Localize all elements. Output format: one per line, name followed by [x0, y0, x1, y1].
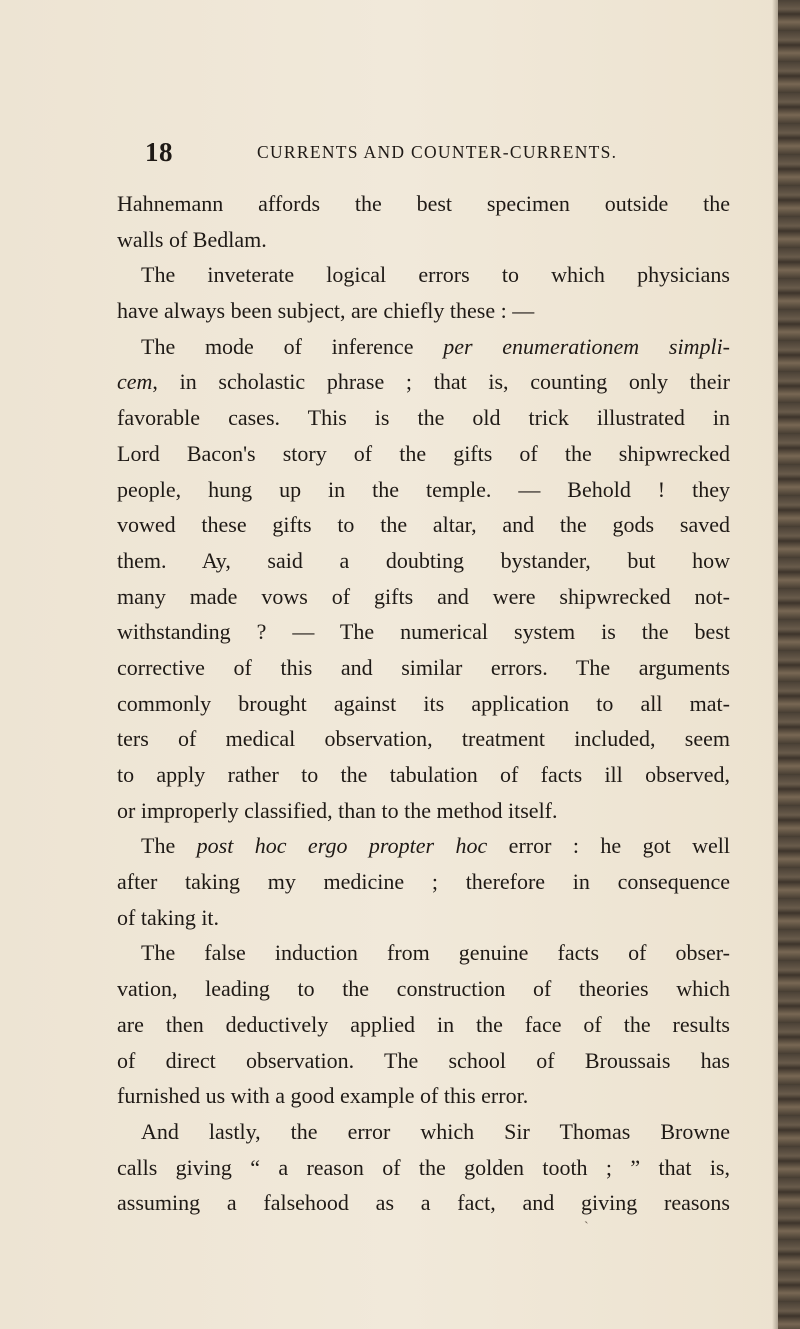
- text-line: people, hung up in the temple. — Behold ! they: [117, 476, 730, 502]
- text-line: commonly brought against its application to all mat-: [117, 690, 730, 716]
- running-title: CURRENTS AND COUNTER-CURRENTS.: [257, 142, 618, 162]
- text-line: vation, leading to the construction of theories which: [117, 976, 730, 1002]
- book-binding-edge: [778, 0, 800, 1329]
- text-line: to apply rather to the tabulation of facts ill observed,: [117, 762, 730, 787]
- page-header: [145, 137, 725, 169]
- text-line: withstanding ? — The numerical system is the best: [117, 619, 730, 645]
- text-line: The mode of inference per enumerationem simpli-: [141, 333, 731, 359]
- text-line: have always been subject, are chiefly these : —: [117, 298, 535, 324]
- text-line: assuming a falsehood as a fact, and giving reasons: [117, 1190, 730, 1216]
- text-line: ters of medical observation, treatment included, seem: [117, 726, 730, 752]
- binding-shadow: [772, 0, 778, 1329]
- text-line: And lastly, the error which Sir Thomas Browne: [141, 1118, 730, 1144]
- text-line: walls of Bedlam.: [117, 226, 267, 252]
- text-line: The post hoc ergo propter hoc error : he got well: [141, 833, 731, 859]
- text-line: favorable cases. This is the old trick illustrated in: [117, 405, 730, 431]
- printer-mark: ˋ: [584, 1220, 589, 1235]
- text-line: of direct observation. The school of Broussais has: [117, 1047, 730, 1073]
- text-line: furnished us with a good example of this error.: [117, 1083, 529, 1109]
- text-line: cem, in scholastic phrase ; that is, counting only their: [117, 369, 730, 395]
- text-line: vowed these gifts to the altar, and the gods saved: [117, 512, 730, 538]
- text-line: The inveterate logical errors to which physicians: [141, 262, 730, 288]
- text-line: corrective of this and similar errors. The arguments: [117, 654, 730, 680]
- text-line: many made vows of gifts and were shipwrecked not-: [117, 583, 730, 609]
- body-text: [117, 186, 730, 1221]
- text-line: Hahnemann affords the best specimen outside the: [117, 191, 730, 216]
- text-line: Lord Bacon's story of the gifts of the shipwrecked: [117, 440, 730, 466]
- text-line: are then deductively applied in the face of the results: [117, 1011, 730, 1037]
- text-line: calls giving “ a reason of the golden tooth ; ” that is,: [117, 1154, 730, 1180]
- text-line: or improperly classified, than to the method itself.: [117, 797, 558, 823]
- text-line: of taking it.: [117, 904, 220, 930]
- text-line: after taking my medicine ; therefore in consequence: [117, 869, 730, 895]
- text-line: The false induction from genuine facts of obser-: [141, 940, 730, 966]
- text-line: them. Ay, said a doubting bystander, but how: [117, 547, 730, 573]
- page-number: 18: [145, 137, 173, 167]
